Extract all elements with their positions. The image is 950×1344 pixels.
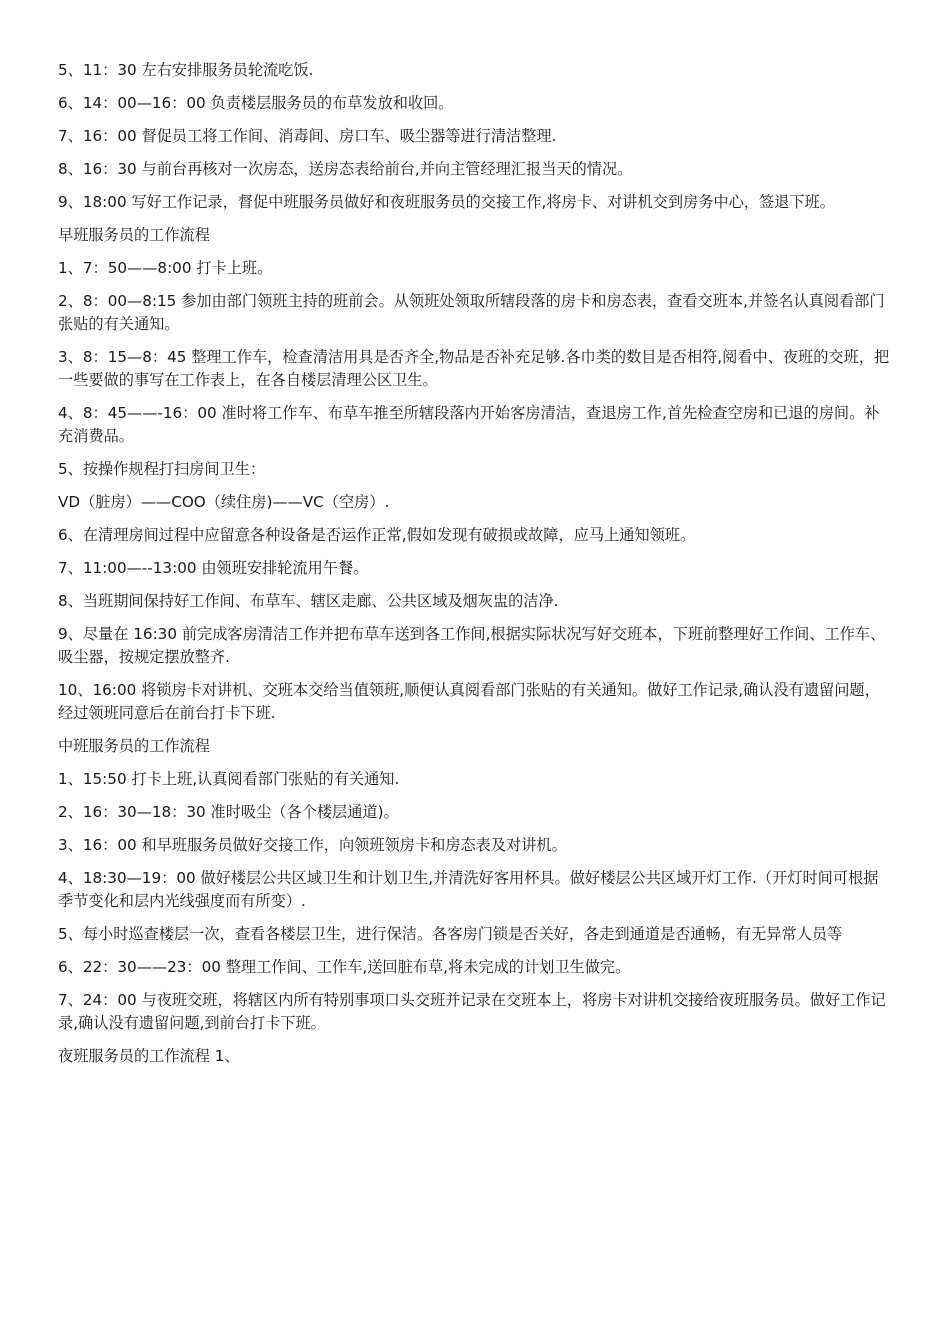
paragraph-middle-step-3: 3、16：00 和早班服务员做好交接工作，向领班领房卡和房态表及对讲机。	[58, 836, 567, 854]
paragraph-middle-step-2: 2、16：30—18：30 准时吸尘（各个楼层通道)。	[58, 803, 399, 821]
paragraph-morning-step-3: 3、8：15—8：45 整理工作车，检查清洁用具是否齐全,物品是否补充足够.各巾类的数目是否相符,阅看中、夜班的交班，把一些要做的事写在工作表上，在各自楼层清理公区卫生。	[58, 348, 890, 389]
paragraph-supervisor-step-8: 8、16：30 与前台再核对一次房态，送房态表给前台,并向主管经理汇报当天的情况。	[58, 160, 633, 178]
paragraph-morning-step-9: 9、尽量在 16:30 前完成客房清洁工作并把布草车送到各工作间,根据实际状况写好交班本，下班前整理好工作间、工作车、吸尘器，按规定摆放整齐.	[58, 625, 886, 666]
paragraph-morning-step-6: 6、在清理房间过程中应留意各种设备是否运作正常,假如发现有破损或故障，应马上通知领班。	[58, 526, 696, 544]
paragraph-middle-step-5: 5、每小时巡查楼层一次，查看各楼层卫生，进行保洁。各客房门锁是否关好，各走到通道是否通畅，有无异常人员等	[58, 925, 843, 943]
section-heading-middle-shift: 中班服务员的工作流程	[58, 737, 210, 755]
paragraph-middle-step-7: 7、24：00 与夜班交班，将辖区内所有特别事项口头交班并记录在交班本上，将房卡对讲机交接给夜班服务员。做好工作记录,确认没有遗留问题,到前台打卡下班。	[58, 991, 886, 1032]
paragraph-supervisor-step-7: 7、16：00 督促员工将工作间、消毒间、房口车、吸尘器等进行清洁整理.	[58, 127, 557, 145]
paragraph-morning-step-8: 8、当班期间保持好工作间、布草车、辖区走廊、公共区域及烟灰盅的洁净.	[58, 592, 559, 610]
paragraph-supervisor-step-9: 9、18:00 写好工作记录，督促中班服务员做好和夜班服务员的交接工作,将房卡、对讲机交到房务中心，签退下班。	[58, 193, 835, 211]
section-heading-night-shift: 夜班服务员的工作流程 1、	[58, 1047, 240, 1065]
paragraph-room-status-order: VD（脏房）——COO（续住房)——VC（空房）.	[58, 493, 390, 511]
paragraph-supervisor-step-6: 6、14：00—16：00 负责楼层服务员的布草发放和收回。	[58, 94, 454, 112]
paragraph-morning-step-4: 4、8：45——-16：00 准时将工作车、布草车推至所辖段落内开始客房清洁，查退房工作,首先检查空房和已退的房间。补充消费品。	[58, 404, 880, 445]
section-heading-morning-shift: 早班服务员的工作流程	[58, 226, 210, 244]
paragraph-middle-step-4: 4、18:30—19：00 做好楼层公共区域卫生和计划卫生,并清洗好客用杯具。做好楼层公共区域开灯工作.（开灯时间可根据季节变化和层内光线强度而有所变）.	[58, 869, 879, 910]
paragraph-morning-step-7: 7、11:00—--13:00 由领班安排轮流用午餐。	[58, 559, 369, 577]
document-page	[58, 59, 892, 1078]
paragraph-middle-step-6: 6、22：30——23：00 整理工作间、工作车,送回脏布草,将未完成的计划卫生做完。	[58, 958, 631, 976]
paragraph-morning-step-2: 2、8：00—8:15 参加由部门领班主持的班前会。从领班处领取所辖段落的房卡和房态表，查看交班本,并签名认真阅看部门张贴的有关通知。	[58, 292, 885, 333]
paragraph-morning-step-10: 10、16:00 将锁房卡对讲机、交班本交给当值领班,顺便认真阅看部门张贴的有关通知。做好工作记录,确认没有遗留问题，经过领班同意后在前台打卡下班.	[58, 681, 880, 722]
paragraph-morning-step-5: 5、按操作规程打扫房间卫生：	[58, 460, 266, 478]
paragraph-morning-step-1: 1、7：50——8:00 打卡上班。	[58, 259, 273, 277]
paragraph-middle-step-1: 1、15:50 打卡上班,认真阅看部门张贴的有关通知.	[58, 770, 400, 788]
paragraph-supervisor-step-5: 5、11：30 左右安排服务员轮流吃饭.	[58, 61, 314, 79]
